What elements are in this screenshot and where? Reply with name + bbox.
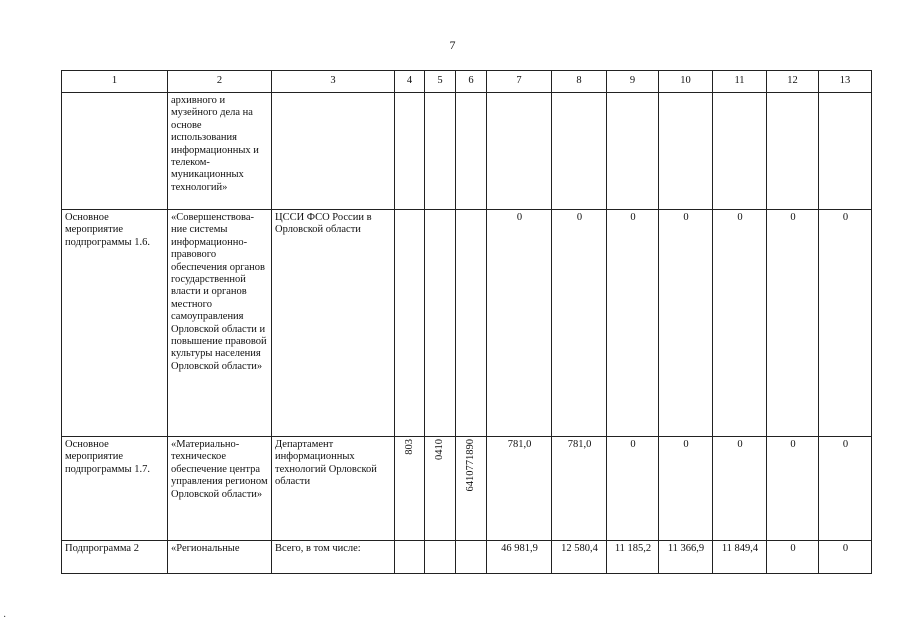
header-row: [62, 71, 872, 93]
item-cell: Основное мероприятие подпрограммы 1.7.: [62, 437, 168, 541]
code-cell: [456, 437, 487, 541]
table-row: [62, 210, 872, 437]
table-row: [62, 93, 872, 210]
value-cell: [819, 93, 872, 210]
value-cell: [487, 93, 552, 210]
code-cell: [425, 541, 456, 574]
header-cell: 10: [659, 71, 713, 93]
code-cell: [425, 437, 456, 541]
value-cell: 0: [767, 210, 819, 437]
header-cell: 3: [272, 71, 395, 93]
header-cell: 13: [819, 71, 872, 93]
header-cell: 12: [767, 71, 819, 93]
code-cell: [425, 93, 456, 210]
header-cell: 5: [425, 71, 456, 93]
code-cell: [425, 210, 456, 437]
value-cell: 0: [659, 437, 713, 541]
code-cell: [456, 210, 487, 437]
page-number: 7: [449, 38, 456, 52]
code-cell: [395, 210, 425, 437]
header-cell: 9: [607, 71, 659, 93]
value-cell: 0: [659, 210, 713, 437]
title-cell: «Региональные: [168, 541, 272, 574]
value-cell: [767, 93, 819, 210]
value-cell: 0: [819, 437, 872, 541]
header-cell: 4: [395, 71, 425, 93]
code-cell: [456, 93, 487, 210]
code-text: 803: [403, 439, 415, 455]
value-cell: 781,0: [487, 437, 552, 541]
header-cell: 7: [487, 71, 552, 93]
value-cell: 12 580,4: [552, 541, 607, 574]
value-cell: 0: [819, 541, 872, 574]
item-cell: Основное мероприятие подпрограммы 1.6.: [62, 210, 168, 437]
title-cell: «Совершенствова-ние системы информационно-правового обеспечения органов государственной власти и органов местного самоуправления Орловской области и повышение правовой культуры населения Орловской области»: [168, 210, 272, 437]
value-cell: 11 185,2: [607, 541, 659, 574]
value-cell: 0: [552, 210, 607, 437]
table-row: [62, 541, 872, 574]
value-cell: 781,0: [552, 437, 607, 541]
value-cell: [659, 93, 713, 210]
value-cell: 0: [767, 437, 819, 541]
code-cell: [395, 541, 425, 574]
code-text: 6410771890: [465, 439, 477, 492]
value-cell: 11 849,4: [713, 541, 767, 574]
value-cell: 0: [767, 541, 819, 574]
value-cell: [552, 93, 607, 210]
code-cell: [395, 93, 425, 210]
header-cell: 6: [456, 71, 487, 93]
header-cell: 1: [62, 71, 168, 93]
value-cell: 11 366,9: [659, 541, 713, 574]
executor-cell: Департамент информационных технологий Орловской области: [272, 437, 395, 541]
budget-table: [61, 70, 872, 574]
value-cell: 0: [713, 437, 767, 541]
edge-mark: ·: [3, 612, 7, 623]
value-cell: [713, 93, 767, 210]
code-cell: [456, 541, 487, 574]
executor-cell: [272, 93, 395, 210]
executor-cell: ЦССИ ФСО России в Орловской области: [272, 210, 395, 437]
value-cell: 0: [819, 210, 872, 437]
value-cell: 0: [713, 210, 767, 437]
table-row: [62, 437, 872, 541]
value-cell: 0: [607, 437, 659, 541]
header-cell: 11: [713, 71, 767, 93]
value-cell: [607, 93, 659, 210]
code-cell: [395, 437, 425, 541]
item-cell: Подпрограмма 2: [62, 541, 168, 574]
value-cell: 46 981,9: [487, 541, 552, 574]
header-cell: 8: [552, 71, 607, 93]
executor-cell: Всего, в том числе:: [272, 541, 395, 574]
header-cell: 2: [168, 71, 272, 93]
code-text: 0410: [434, 439, 446, 460]
value-cell: 0: [607, 210, 659, 437]
item-cell: [62, 93, 168, 210]
value-cell: 0: [487, 210, 552, 437]
title-cell: «Материально-техническое обеспечение центра управления регионом Орловской области»: [168, 437, 272, 541]
title-cell: архивного и музейного дела на основе использования информационных и телеком-муникационных технологий»: [168, 93, 272, 210]
